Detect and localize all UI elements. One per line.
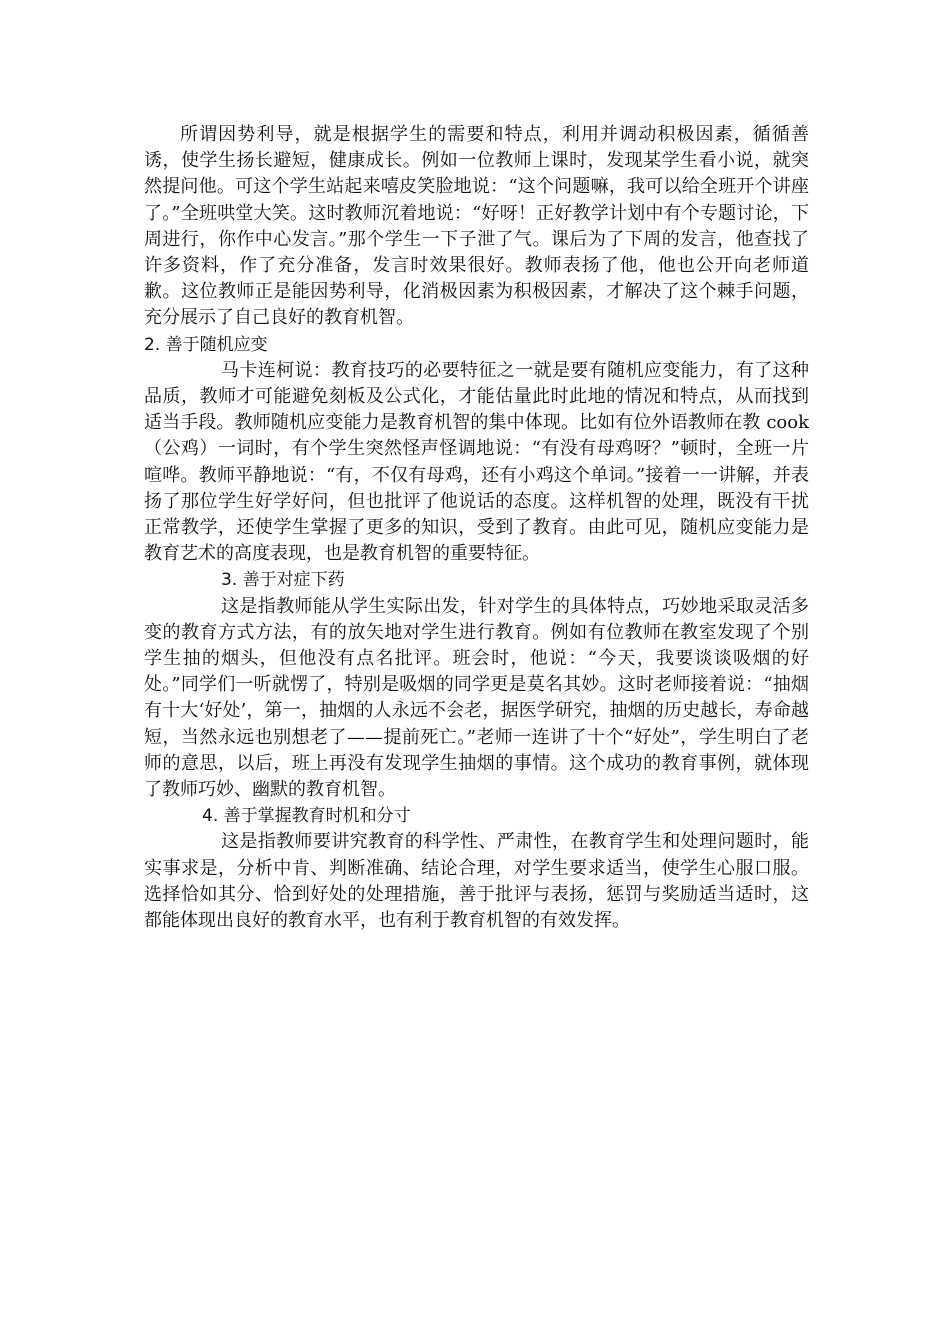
paragraph-timing-and-measure: 这是指教师要讲究教育的科学性、严肃性，在教育学生和处理问题时，能实事求是，分析中肯、判断准确、结论合理，对学生要求适当，使学生心服口服。选择恰如其分、恰到好处的处理措施，善于批评与表扬，惩罚与奖励适当适时，这都能体现出良好的教育水平，也有利于教育机智的有效发挥。	[144, 831, 809, 932]
heading-targeted-remedy: 3. 善于对症下药	[221, 570, 345, 591]
paragraph-adaptability: 马卡连柯说：教育技巧的必要特征之一就是要有随机应变能力，有了这种品质，教师才可能避免刻板及公式化，才能估量此时此地的情况和特点，从而找到适当手段。教师随机应变能力是教育机智的集中体现。比如有位外语教师在教 cook （公鸡）一词时，有个学生突然怪声怪调地说：“有没有母鸡呀？”顿时，全班一片喧哗。教师平静地说：“有，不仅有母鸡，还有小鸡这个单词。”接着一一讲解，并表扬了那位学生好学好问，但也批评了他说话的态度。这样机智的处理，既没有干扰正常教学，还使学生掌握了更多的知识，受到了教育。由此可见，随机应变能力是教育艺术的高度表现，也是教育机智的重要特征。	[144, 359, 809, 565]
heading-timing-and-measure: 4. 善于掌握教育时机和分寸	[202, 806, 411, 827]
heading-adaptability: 2. 善于随机应变	[144, 334, 268, 355]
paragraph-situation-guidance: 所谓因势利导，就是根据学生的需要和特点，利用并调动积极因素，循循善诱，使学生扬长避短，健康成长。例如一位教师上课时，发现某学生看小说，就突然提问他。可这个学生站起来嘻皮笑脸地说：“这个问题嘛，我可以给全班开个讲座了。”全班哄堂大笑。这时教师沉着地说：“好呀！正好教学计划中有个专题讨论，下周进行，你作中心发言。”那个学生一下子泄了气。课后为了下周的发言，他查找了许多资料，作了充分准备，发言时效果很好。教师表扬了他，他也公开向老师道歉。这位教师正是能因势利导，化消极因素为积极因素，才解决了这个棘手问题，充分展示了自己良好的教育机智。	[144, 124, 809, 329]
paragraph-targeted-remedy: 这是指教师能从学生实际出发，针对学生的具体特点，巧妙地采取灵活多变的教育方式方法，有的放矢地对学生进行教育。例如有位教师在教室发现了个别学生抽的烟头，但他没有点名批评。班会时，他说：“今天，我要谈谈吸烟的好处。”同学们一听就愣了，特别是吸烟的同学更是莫名其妙。这时老师接着说：“抽烟有十大‘好处’，第一，抽烟的人永远不会老，据医学研究，抽烟的历史越长，寿命越短，当然永远也别想老了——提前死亡。”老师一连讲了十个“好处”，学生明白了老师的意思，以后，班上再没有发现学生抽烟的事情。这个成功的教育事例，就体现了教师巧妙、幽默的教育机智。	[144, 595, 809, 801]
document-page	[144, 122, 809, 934]
